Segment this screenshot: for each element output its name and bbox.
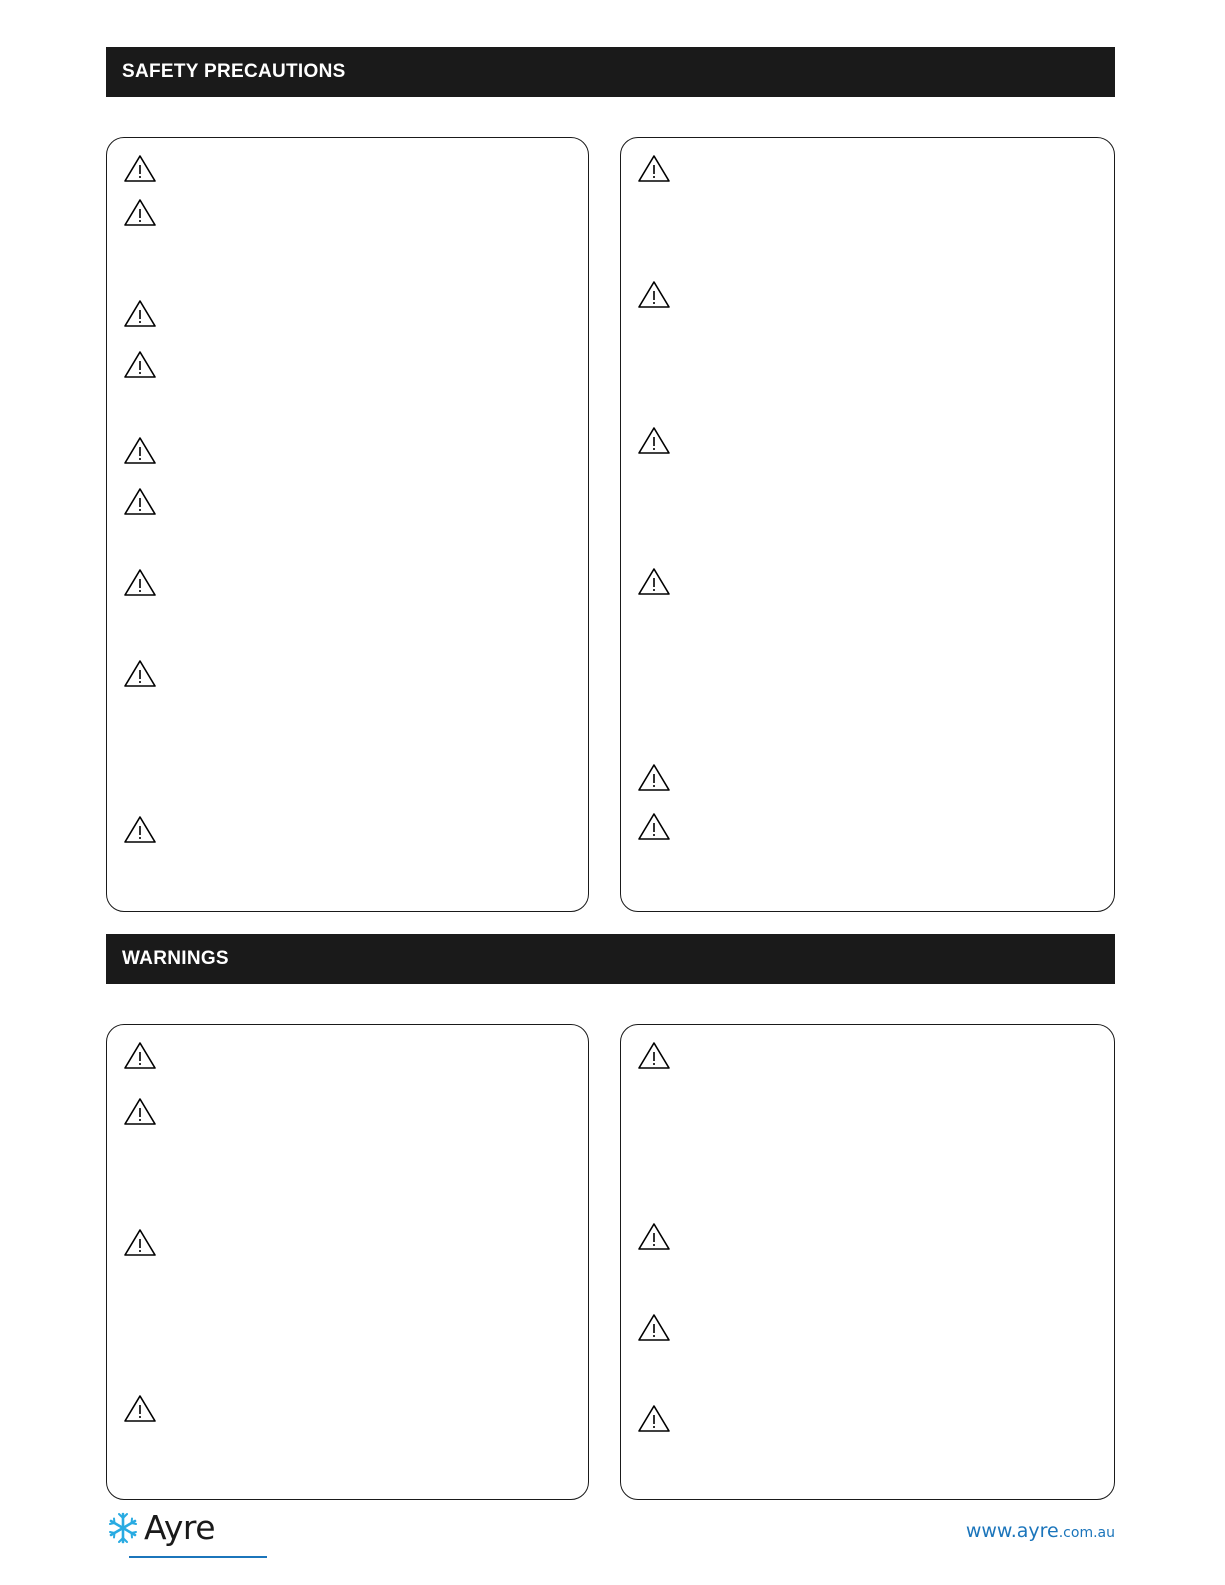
list-item	[123, 1095, 572, 1126]
section-header-warnings	[106, 934, 1115, 984]
list-item	[123, 566, 572, 597]
warning-triangle-icon	[123, 814, 157, 844]
warning-triangle-icon	[637, 279, 671, 309]
warning-triangle-icon	[637, 566, 671, 596]
warning-list	[123, 152, 572, 844]
list-item	[123, 657, 572, 688]
list-item	[637, 1039, 1098, 1070]
warning-triangle-icon	[123, 1040, 157, 1070]
warning-triangle-icon	[637, 1403, 671, 1433]
warning-triangle-icon	[637, 1040, 671, 1070]
panel-safety-right	[620, 137, 1115, 912]
footer-logo	[106, 1508, 215, 1547]
section-header-safety-label: SAFETY PRECAUTIONS	[122, 61, 346, 82]
footer-underline	[129, 1556, 267, 1558]
warning-triangle-icon	[123, 197, 157, 227]
list-item	[123, 348, 572, 379]
panel-warnings-left	[106, 1024, 589, 1500]
list-item	[637, 565, 1098, 596]
list-item	[637, 152, 1098, 183]
warning-triangle-icon	[637, 153, 671, 183]
warning-list	[637, 152, 1098, 841]
warning-triangle-icon	[123, 1393, 157, 1423]
list-item	[637, 1402, 1098, 1433]
warning-triangle-icon	[123, 298, 157, 328]
list-item	[123, 196, 572, 227]
warning-triangle-icon	[123, 1096, 157, 1126]
footer-website-link[interactable]	[966, 1520, 1115, 1542]
list-item	[637, 1311, 1098, 1342]
footer-url-domain: .com.au	[1058, 1525, 1115, 1541]
list-item	[123, 434, 572, 465]
list-item	[637, 1220, 1098, 1251]
warning-triangle-icon	[123, 486, 157, 516]
warning-triangle-icon	[123, 1227, 157, 1257]
list-item	[123, 813, 572, 844]
warning-triangle-icon	[637, 762, 671, 792]
brand-name: Ayre	[144, 1508, 216, 1547]
list-item	[123, 1039, 572, 1070]
list-item	[637, 424, 1098, 455]
footer-url-main: www.ayre	[965, 1520, 1059, 1542]
list-item	[123, 297, 572, 328]
list-item	[637, 761, 1098, 792]
warning-triangle-icon	[123, 658, 157, 688]
warning-triangle-icon	[123, 349, 157, 379]
list-item	[123, 485, 572, 516]
list-item	[637, 810, 1098, 841]
warning-triangle-icon	[637, 811, 671, 841]
list-item	[123, 1226, 572, 1257]
section-header-safety	[106, 47, 1115, 97]
warning-triangle-icon	[637, 1312, 671, 1342]
snowflake-icon	[106, 1511, 140, 1545]
warning-triangle-icon	[637, 1221, 671, 1251]
warning-triangle-icon	[123, 567, 157, 597]
list-item	[123, 1392, 572, 1423]
panel-warnings-right	[620, 1024, 1115, 1500]
warning-triangle-icon	[123, 153, 157, 183]
warning-list	[637, 1039, 1098, 1433]
panel-safety-left	[106, 137, 589, 912]
list-item	[123, 152, 572, 183]
list-item	[637, 278, 1098, 309]
warning-triangle-icon	[637, 425, 671, 455]
warning-triangle-icon	[123, 435, 157, 465]
warning-list	[123, 1039, 572, 1423]
section-header-warnings-label: WARNINGS	[122, 948, 229, 969]
